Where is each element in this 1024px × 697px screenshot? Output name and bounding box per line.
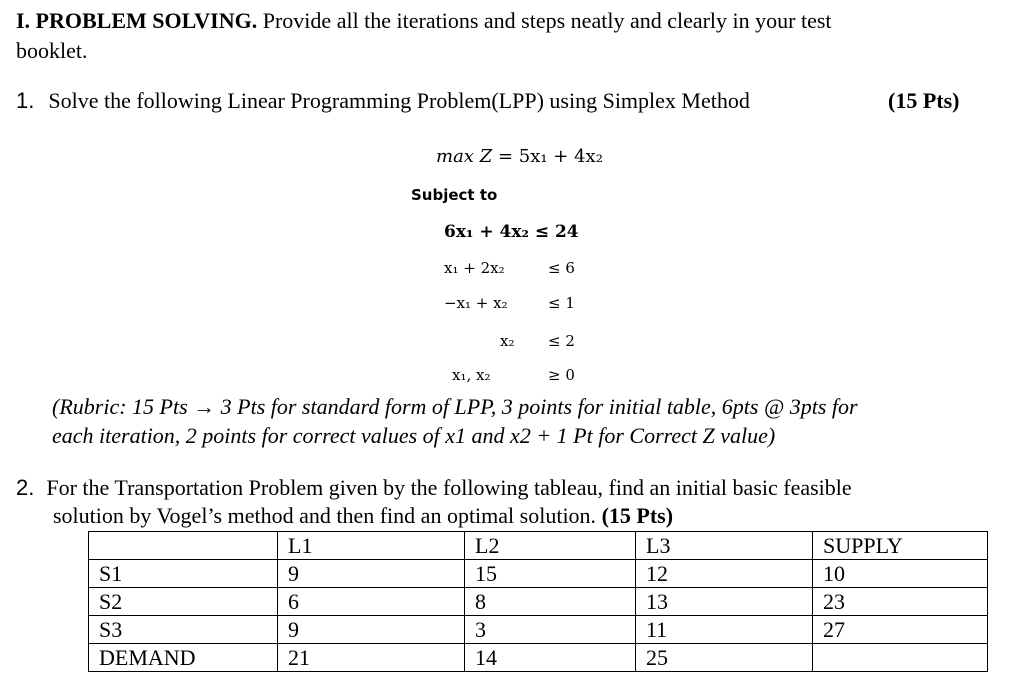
table-cell: 15 [465,560,636,588]
problem-1-statement [16,88,750,114]
nonnegativity-rhs: ≥ 0 [548,366,575,384]
table-cell: S3 [89,616,278,644]
objective-expression: = 5x₁ + 4x₂ [497,146,603,167]
section-header [16,6,832,66]
table-cell: S2 [89,588,278,616]
objective-max: max [436,146,474,167]
rubric-note [52,392,858,450]
table-row [89,560,988,588]
table-cell: 27 [813,616,988,644]
constraint-1: 6x₁ + 4x₂ ≤ 24 [444,222,579,242]
table-header-cell: L3 [636,532,813,560]
rubric-line-2: each iteration, 2 points for correct values of x1 and x2 + 1 Pt for Correct Z value) [52,423,776,448]
table-cell: 13 [636,588,813,616]
table-header-cell: SUPPLY [813,532,988,560]
table-cell: 9 [278,616,465,644]
table-cell: 21 [278,644,465,672]
table-cell: 14 [465,644,636,672]
table-cell: S1 [89,560,278,588]
table-header-cell [89,532,278,560]
nonnegativity-lhs: x₁, x₂ [452,366,491,384]
table-row [89,588,988,616]
table-header-cell: L1 [278,532,465,560]
instructions-continuation: booklet. [16,38,88,63]
problem-1-text: Solve the following Linear Programming Problem(LPP) using Simplex Method [48,88,750,113]
table-header-row [89,532,988,560]
constraint-2-lhs: x₁ + 2x₂ [444,259,505,277]
table-cell: 12 [636,560,813,588]
constraint-4-lhs: x₂ [500,332,515,350]
constraint-3-rhs: ≤ 1 [548,294,575,312]
subject-to-label: Subject to [411,186,498,204]
objective-variable: Z [479,146,493,167]
table-cell: 11 [636,616,813,644]
table-cell: 25 [636,644,813,672]
table-cell: 9 [278,560,465,588]
table-cell [813,644,988,672]
problem-2-statement [16,474,852,530]
instructions-text: Provide all the iterations and steps neatly and clearly in your test [257,8,832,33]
problem-2-line-2: solution by Vogel’s method and then find an optimal solution. [53,503,602,528]
table-cell: 6 [278,588,465,616]
table-cell: 23 [813,588,988,616]
section-title: I. PROBLEM SOLVING. [16,8,258,33]
table-row [89,644,988,672]
problem-2-line-1: For the Transportation Problem given by the following tableau, find an initial basic feasible [46,475,852,500]
table-cell: 10 [813,560,988,588]
table-header-cell: L2 [465,532,636,560]
constraint-4-rhs: ≤ 2 [548,332,575,350]
table-cell: 3 [465,616,636,644]
table-cell: 8 [465,588,636,616]
problem-1-points: (15 Pts) [888,88,960,113]
problem-2-points: (15 Pts) [601,503,674,528]
constraint-2-rhs: ≤ 6 [548,259,575,277]
rubric-line-1: (Rubric: 15 Pts → 3 Pts for standard form of LPP, 3 points for initial table, 6pts @ 3pts for [52,394,858,419]
objective-function [436,146,603,167]
problem-1-number: 1. [16,88,35,113]
transportation-table [88,531,988,672]
problem-2-number: 2. [16,475,35,500]
table-row [89,616,988,644]
table-cell: DEMAND [89,644,278,672]
constraint-3-lhs: −x₁ + x₂ [444,294,508,312]
